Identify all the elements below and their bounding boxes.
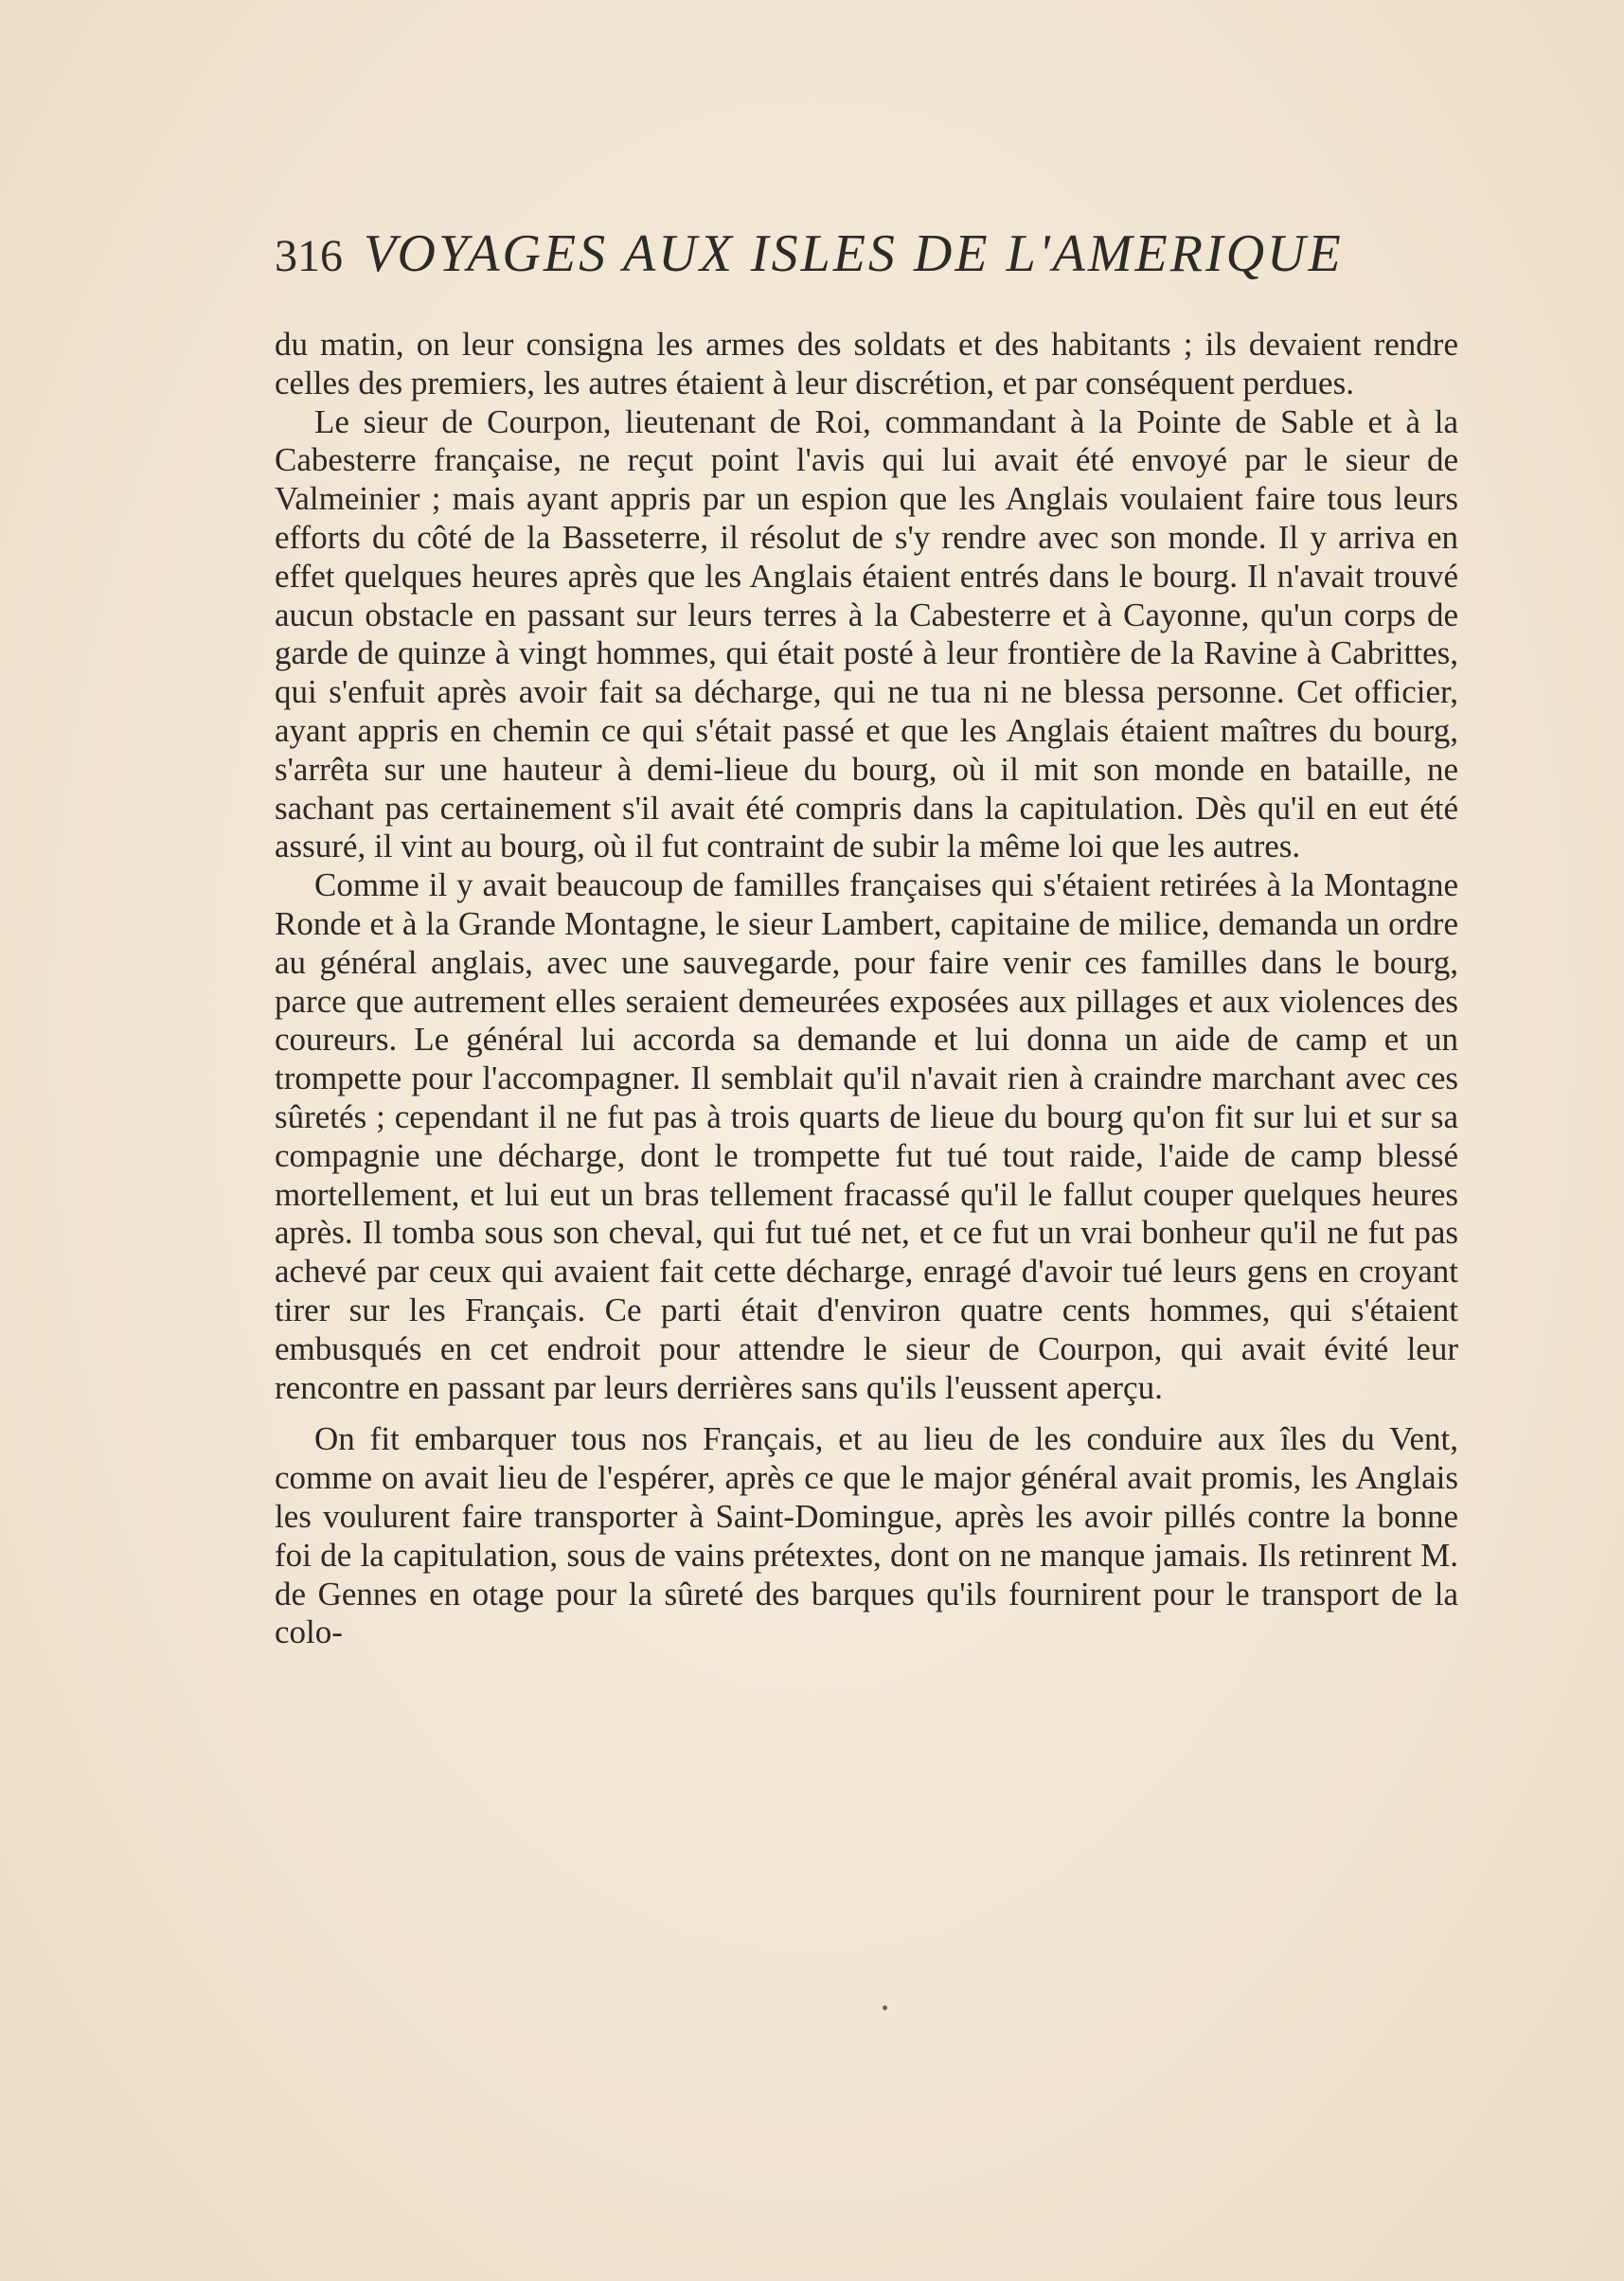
- running-title: VOYAGES AUX ISLES DE L'AMERIQUE: [364, 224, 1344, 283]
- running-header: [275, 223, 1458, 290]
- body-text: [275, 326, 1458, 1652]
- paragraph-4: On fit embarquer tous nos Français, et au lieu de les conduire aux îles du Vent, comme on avait lieu de l'espérer, après ce que le major général avait promis, les Anglais les voulurent faire transporter à Saint-Domingue, après les avoir pillés contre la bonne foi de la capitulation, sous de vains prétextes, dont on ne manque jamais. Ils retinrent M. de Gennes en otage pour la sûreté des barques qu'ils fournirent pour le transport de la colo-: [275, 1420, 1458, 1651]
- paragraph-2: Le sieur de Courpon, lieutenant de Roi, commandant à la Pointe de Sable et à la Cabesterre française, ne reçut point l'avis qui lui avait été envoyé par le sieur de Valmeinier ; mais ayant appris par un espion que les Anglais voulaient faire tous leurs efforts du côté de la Basseterre, il résolut de s'y rendre avec son monde. Il y arriva en effet quelques heures après que les Anglais étaient entrés dans le bourg. Il n'avait trouvé aucun obstacle en passant sur leurs terres à la Cabesterre et à Cayonne, qu'un corps de garde de quinze à vingt hommes, qui était posté à leur frontière de la Ravine à Cabrittes, qui s'enfuit après avoir fait sa décharge, qui ne tua ni ne blessa personne. Cet officier, ayant appris en chemin ce qui s'était passé et que les Anglais étaient maîtres du bourg, s'arrêta sur une hauteur à demi-lieue du bourg, où il mit son monde en bataille, ne sachant pas certainement s'il avait été compris dans la capitulation. Dès qu'il en eut été assuré, il vint au bourg, où il fut contraint de subir la même loi que les autres.: [275, 402, 1458, 865]
- page-number: 316: [275, 231, 343, 281]
- paragraph-1: du matin, on leur consigna les armes des soldats et des habitants ; ils devaient rendre celles des premiers, les autres étaient à leur discrétion, et par conséquent perdues.: [275, 326, 1458, 401]
- paragraph-3: Comme il y avait beaucoup de familles françaises qui s'étaient retirées à la Montagne Ronde et à la Grande Montagne, le sieur Lambert, capitaine de milice, demanda un ordre au général anglais, avec une sauvegarde, pour faire venir ces familles dans le bourg, parce que autrement elles seraient demeurées exposées aux pillages et aux violences des coureurs. Le général lui accorda sa demande et lui donna un aide de camp et un trompette pour l'accompagner. Il semblait qu'il n'avait rien à craindre marchant avec ces sûretés ; cependant il ne fut pas à trois quarts de lieue du bourg qu'on fit sur lui et sur sa compagnie une décharge, dont le trompette fut tué tout raide, l'aide de camp blessé mortellement, et lui eut un bras tellement fracassé qu'il le fallut couper quelques heures après. Il tomba sous son cheval, qui fut tué net, et ce fut un vrai bonheur qu'il ne fut pas achevé par ceux qui avaient fait cette décharge, enragé d'avoir tué leurs gens en croyant tirer sur les Français. Ce parti était d'environ quatre cents hommes, qui s'étaient embusqués en cet endroit pour attendre le sieur de Courpon, qui avait évité leur rencontre en passant par leurs derrières sans qu'ils l'eussent aperçu.: [275, 866, 1458, 1406]
- paper-speck: [883, 2005, 887, 2010]
